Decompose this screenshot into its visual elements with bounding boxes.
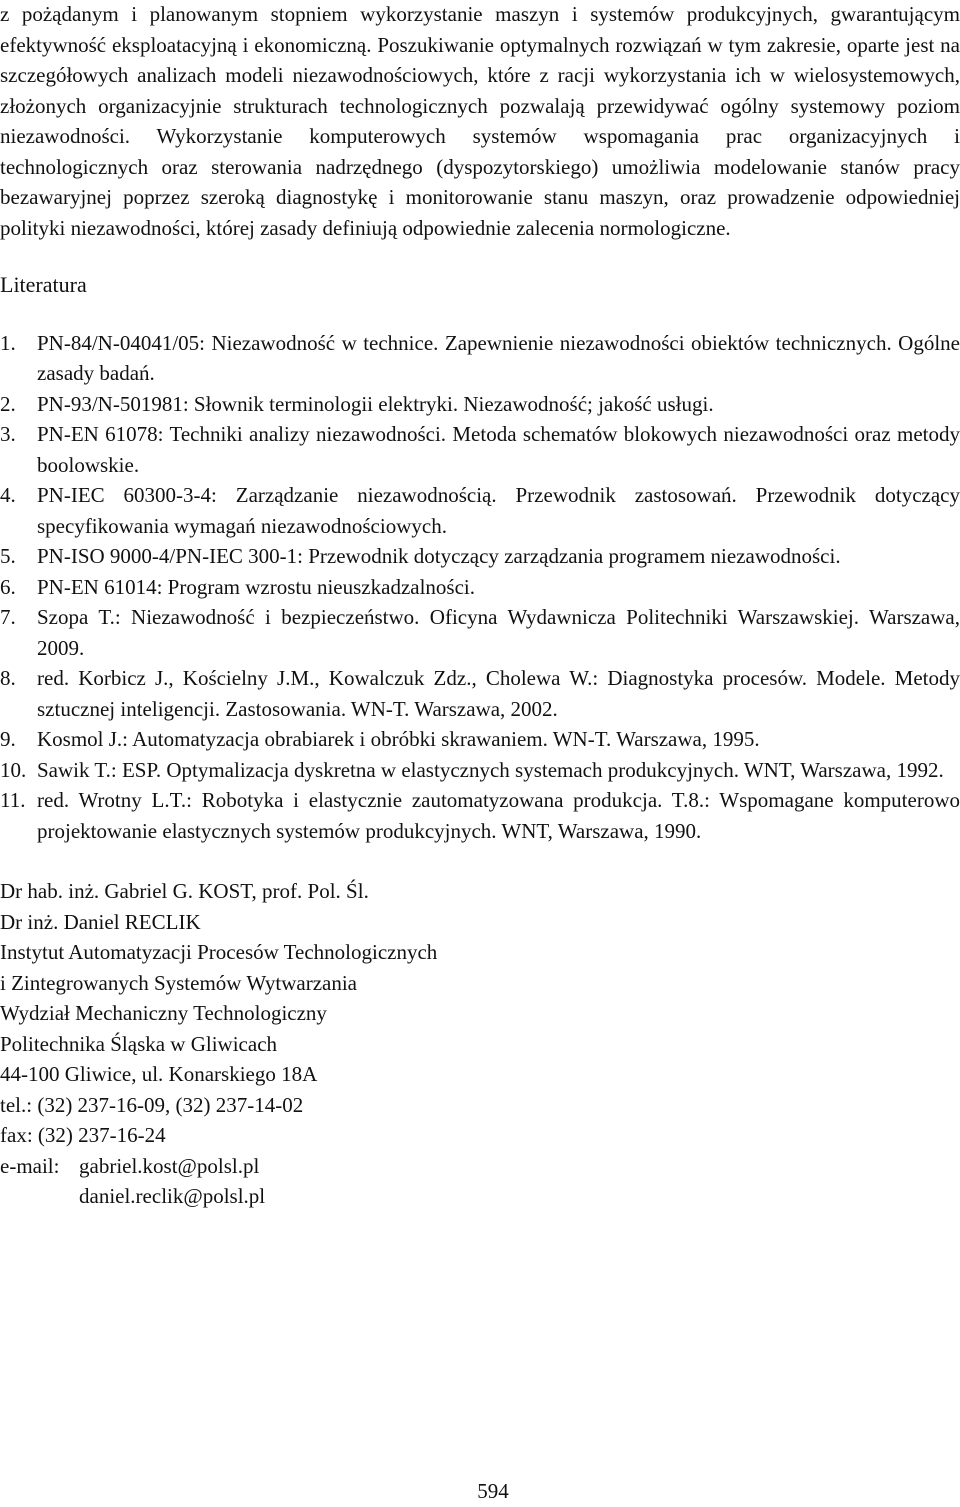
reference-item bbox=[0, 755, 960, 786]
reference-text: Kosmol J.: Automatyzacja obrabiarek i obróbki skrawaniem. WN-T. Warszawa, 1995. bbox=[37, 727, 760, 751]
reference-number: 6. bbox=[0, 574, 16, 599]
reference-number: 11. bbox=[0, 788, 26, 812]
reference-list bbox=[0, 328, 960, 847]
reference-item bbox=[0, 541, 960, 572]
reference-item bbox=[0, 328, 960, 389]
email-block bbox=[0, 1151, 960, 1212]
reference-item bbox=[0, 724, 960, 755]
reference-text: Szopa T.: Niezawodność i bezpieczeństwo. Oficyna Wydawnicza Politechniki Warszawskiej. Warszawa, 2009. bbox=[37, 605, 960, 660]
reference-text: PN-93/N-501981: Słownik terminologii elektryki. Niezawodność; jakość usługi. bbox=[37, 391, 714, 416]
email-label: e-mail: bbox=[0, 1153, 60, 1178]
author-affiliation bbox=[0, 876, 960, 1212]
email-link-kost[interactable]: gabriel.kost@polsl.pl bbox=[79, 1153, 260, 1178]
reference-item bbox=[0, 572, 960, 603]
intro-paragraph: z pożądanym i planowanym stopniem wykorzystanie maszyn i systemów produkcyjnych, gwarantującym efektywność eksploatacyjną i ekonomiczną. Poszukiwanie optymalnych rozwiązań w tym zakresie, oparte jest na szczegółowych analizach modeli niezawodnościowych, które z racji wykorzystania ich w wielosystemowych, złożonych organizacyjnie strukturach technologicznych pozwalają przewidywać ogólny systemowy poziom niezawodności. Wykorzystanie komputerowych systemów wspomagania prac organizacyjnych i technologicznych oraz sterowania nadrzędnego (dyspozytorskiego) umożliwia modelowanie stanów pracy bezawaryjnej poprzez szeroką diagnostykę i monitorowanie stanu maszyn, oraz prowadzenie odpowiedniej polityki niezawodności, której zasady definiują odpowiednie zalecenia normologiczne. bbox=[0, 2, 960, 240]
reference-text: PN-EN 61014: Program wzrostu nieuszkadzalności. bbox=[37, 574, 475, 599]
author-1: Dr hab. inż. Gabriel G. KOST, prof. Pol. Śl. bbox=[0, 879, 369, 903]
reference-number: 10. bbox=[0, 757, 27, 782]
email-link-reclik[interactable]: daniel.reclik@polsl.pl bbox=[79, 1184, 266, 1208]
reference-number: 9. bbox=[0, 727, 16, 751]
postal-address: 44-100 Gliwice, ul. Konarskiego 18A bbox=[0, 1062, 318, 1086]
telephone: tel.: (32) 237-16-09, (32) 237-14-02 bbox=[0, 1092, 304, 1117]
institute-line-2: i Zintegrowanych Systemów Wytwarzania bbox=[0, 970, 357, 995]
reference-number: 8. bbox=[0, 666, 16, 690]
reference-item bbox=[0, 419, 960, 480]
reference-number: 3. bbox=[0, 422, 16, 446]
reference-number: 7. bbox=[0, 605, 16, 629]
institute-line-1: Instytut Automatyzacji Procesów Technologicznych bbox=[0, 940, 438, 964]
author-2: Dr inż. Daniel RECLIK bbox=[0, 909, 201, 934]
reference-text: PN-EN 61078: Techniki analizy niezawodności. Metoda schematów blokowych niezawodności oraz metody boolowskie. bbox=[37, 422, 960, 477]
reference-text: PN-IEC 60300-3-4: Zarządzanie niezawodnością. Przewodnik zastosowań. Przewodnik dotyczący specyfikowania wymagań niezawodnościowych. bbox=[37, 483, 960, 538]
literature-heading: Literatura bbox=[0, 272, 87, 297]
faculty: Wydział Mechaniczny Technologiczny bbox=[0, 1001, 327, 1025]
reference-item bbox=[0, 663, 960, 724]
reference-item bbox=[0, 785, 960, 846]
university: Politechnika Śląska w Gliwicach bbox=[0, 1031, 278, 1056]
reference-number: 2. bbox=[0, 391, 16, 416]
reference-item bbox=[0, 480, 960, 541]
reference-number: 4. bbox=[0, 483, 16, 507]
reference-number: 5. bbox=[0, 544, 16, 568]
reference-item bbox=[0, 602, 960, 663]
reference-item bbox=[0, 389, 960, 420]
reference-text: PN-84/N-04041/05: Niezawodność w technice. Zapewnienie niezawodności obiektów technicznych. Ogólne zasady badań. bbox=[37, 330, 960, 385]
reference-text: red. Korbicz J., Kościelny J.M., Kowalczuk Zdz., Cholewa W.: Diagnostyka procesów. Modele. Metody sztucznej inteligencji. Zastosowania. WN-T. Warszawa, 2002. bbox=[37, 666, 960, 721]
reference-text: Sawik T.: ESP. Optymalizacja dyskretna w elastycznych systemach produkcyjnych. WNT, Warszawa, 1992. bbox=[37, 757, 944, 782]
page-number: 594 bbox=[477, 1479, 509, 1503]
reference-text: PN-ISO 9000-4/PN-IEC 300-1: Przewodnik dotyczący zarządzania programem niezawodności. bbox=[37, 544, 841, 568]
reference-number: 1. bbox=[0, 330, 16, 355]
fax: fax: (32) 237-16-24 bbox=[0, 1123, 166, 1147]
reference-text: red. Wrotny L.T.: Robotyka i elastycznie zautomatyzowana produkcja. T.8.: Wspomagane komputerowo projektowanie elastycznych systemów produkcyjnych. WNT, Warszawa, 1990. bbox=[37, 788, 960, 843]
email-addresses bbox=[79, 1151, 265, 1212]
